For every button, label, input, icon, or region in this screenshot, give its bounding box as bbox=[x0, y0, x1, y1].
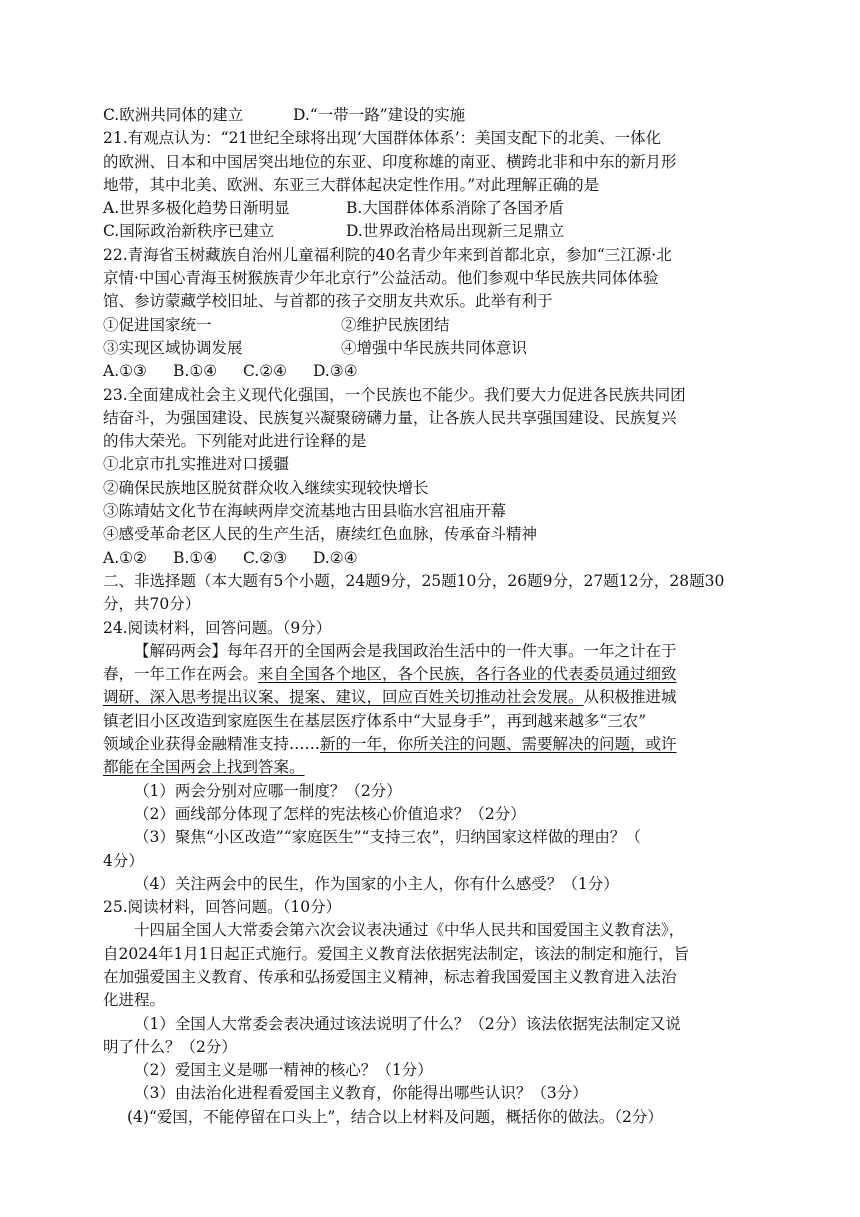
q21-stem-line-1: 21.有观点认为：“21世纪全球将出现‘大国群体体系’：美国支配下的北美、一体化 bbox=[103, 129, 662, 148]
q22-option-b: B.①④ bbox=[173, 362, 218, 381]
q24-material-2-plain: 春，一年工作在两会。 bbox=[103, 665, 259, 684]
q25-subquestion-1-line-1: （1）全国人大常委会表决通过该法说明了什么？（2分）该法依据宪法制定又说 bbox=[134, 1014, 681, 1033]
q21-options-ab bbox=[103, 197, 760, 220]
q25-subquestion-2: （2）爱国主义是哪一精神的核心？（1分） bbox=[134, 1061, 433, 1080]
q21-stem-line-2: 的欧洲、日本和中国居突出地位的东亚、印度称雄的南亚、横跨北非和中东的新月形 bbox=[103, 152, 677, 171]
q21-option-a: A.世界多极化趋势日渐明显 bbox=[103, 199, 290, 218]
q25-material-line-3: 在加强爱国主义教育、传承和弘扬爱国主义精神，标志着我国爱国主义教育进入法治 bbox=[103, 967, 677, 986]
q23-stem-line-1: 23.全面建成社会主义现代化强国，一个民族也不能少。我们要大力促进各民族共同团 bbox=[103, 385, 686, 404]
page-content bbox=[103, 104, 760, 1129]
q22-stem-line-3: 馆、参访蒙藏学校旧址、与首都的孩子交朋友共欢乐。此举有利于 bbox=[103, 292, 553, 311]
section2-heading-line-1: 二、非选择题（本大题有5个小题，24题9分，25题10分，26题9分，27题12分，28题30 bbox=[103, 571, 725, 590]
q25-material-line-1: 十四届全国人大常委会第六次会议表决通过《中华人民共和国爱国主义教育法》， bbox=[134, 921, 685, 940]
q24-subquestion-1: （1）两会分别对应哪一制度？（2分） bbox=[134, 781, 402, 800]
q24-title: 24.阅读材料，回答问题。（9分） bbox=[103, 618, 332, 637]
q22-item-4: ④增强中华民族共同体意识 bbox=[341, 338, 528, 357]
q23-stem-line-2: 结奋斗，为强国建设、民族复兴凝聚磅礴力量，让各族人民共享强国建设、民族复兴 bbox=[103, 408, 677, 427]
q21-options-cd bbox=[103, 220, 760, 243]
q24-subquestion-2: （2）画线部分体现了怎样的宪法核心价值追求？（2分） bbox=[134, 804, 526, 823]
q23-options bbox=[103, 547, 760, 570]
q22-items-34 bbox=[103, 337, 760, 360]
q21-option-c: C.国际政治新秩序已建立 bbox=[103, 222, 275, 241]
q24-subquestion-3-line-1: （3）聚焦“小区改造”“家庭医生”“支持三农”，归纳国家这样做的理由？（ bbox=[134, 828, 641, 847]
q23-option-d: D.②④ bbox=[313, 548, 358, 567]
q24-material-line-3 bbox=[103, 686, 760, 709]
q25-subquestion-3: （3）由法治化进程看爱国主义教育，你能得出哪些认识？（3分） bbox=[134, 1084, 588, 1103]
q22-stem-line-1: 22.青海省玉树藏族自治州儿童福利院的40名青少年来到首都北京，参加“三江源·北 bbox=[103, 245, 672, 264]
q24-material-line-2 bbox=[103, 663, 760, 686]
q22-option-c: C.②④ bbox=[243, 362, 288, 381]
q23-item-4: ④感受革命老区人民的生产生活，赓续红色血脉，传承奋斗精神 bbox=[103, 525, 538, 544]
q24-material-line-1: 【解码两会】每年召开的全国两会是我国政治生活中的一件大事。一年之计在于 bbox=[134, 641, 677, 660]
q23-option-b: B.①④ bbox=[173, 548, 218, 567]
q21-option-d: D.世界政治格局出现新三足鼎立 bbox=[346, 222, 565, 241]
q24-material-6-underlined: 都能在全国两会上找到答案。 bbox=[103, 758, 305, 777]
q21-option-b: B.大国群体体系消除了各国矛盾 bbox=[346, 199, 564, 218]
q23-option-c: C.②③ bbox=[243, 548, 288, 567]
q23-item-1: ①北京市扎实推进对口援疆 bbox=[103, 455, 290, 474]
q21-stem-line-3: 地带，其中北美、欧洲、东亚三大群体起决定性作用。”对此理解正确的是 bbox=[103, 175, 600, 194]
q22-item-2: ②维护民族团结 bbox=[341, 315, 450, 334]
q24-material-2-underlined: 来自全国各个地区，各个民族，各行各业的代表委员通过细致 bbox=[258, 665, 677, 684]
q25-material-line-2: 自2024年1月1日起正式施行。爱国主义教育法依据宪法制定，该法的制定和施行，旨 bbox=[103, 944, 690, 963]
q22-item-1: ①促进国家统一 bbox=[103, 315, 212, 334]
section2-heading-line-2: 分，共70分） bbox=[103, 595, 201, 614]
q25-material-line-4: 化进程。 bbox=[103, 991, 166, 1010]
q24-material-3-plain: 从积极推进城 bbox=[583, 688, 677, 707]
q24-material-line-6 bbox=[103, 756, 760, 779]
q20-options-cd bbox=[103, 104, 760, 127]
q25-subquestion-1-line-2: 明了什么？（2分） bbox=[103, 1037, 237, 1056]
q24-material-line-5 bbox=[103, 733, 760, 756]
q22-items-12 bbox=[103, 314, 760, 337]
q24-subquestion-4: （4）关注两会中的民生，作为国家的小主人，你有什么感受？（1分） bbox=[134, 874, 619, 893]
q23-stem-line-3: 的伟大荣光。下列能对此进行诠释的是 bbox=[103, 432, 367, 451]
q22-option-a: A.①③ bbox=[103, 362, 147, 381]
q20-option-c: C.欧洲共同体的建立 bbox=[103, 106, 244, 124]
q23-item-2: ②确保民族地区脱贫群众收入继续实现较快增长 bbox=[103, 478, 429, 497]
q24-material-line-4: 镇老旧小区改造到家庭医生在基层医疗体系中“大显身手”，再到越来越多“三农” bbox=[103, 711, 647, 730]
q22-item-3: ③实现区域协调发展 bbox=[103, 338, 243, 357]
q20-option-d: D.“一带一路”建设的实施 bbox=[293, 106, 466, 124]
q22-options bbox=[103, 360, 760, 383]
q23-item-3: ③陈靖姑文化节在海峡两岸交流基地古田县临水宫祖庙开幕 bbox=[103, 502, 507, 521]
q24-material-5-underlined: 新的一年，你所关注的问题、需要解决的问题，或许 bbox=[320, 735, 677, 754]
q24-material-5-plain: 领域企业获得金融精准支持…… bbox=[103, 735, 321, 754]
q23-option-a: A.①② bbox=[103, 548, 147, 567]
q22-stem-line-2: 京情·中国心青海玉树猴族青少年北京行”公益活动。他们参观中华民族共同体体验 bbox=[103, 269, 659, 288]
q25-subquestion-4: (4)“爱国，不能停留在口头上”，结合以上材料及问题，概括你的做法。（2分） bbox=[127, 1107, 663, 1126]
q25-title: 25.阅读材料，回答问题。（10分） bbox=[103, 898, 342, 917]
q24-material-3-underlined: 调研、深入思考提出议案、提案、建议，回应百姓关切推动社会发展。 bbox=[103, 688, 584, 707]
q24-subquestion-3-line-2: 4分） bbox=[103, 851, 144, 870]
q22-option-d: D.③④ bbox=[313, 362, 358, 381]
